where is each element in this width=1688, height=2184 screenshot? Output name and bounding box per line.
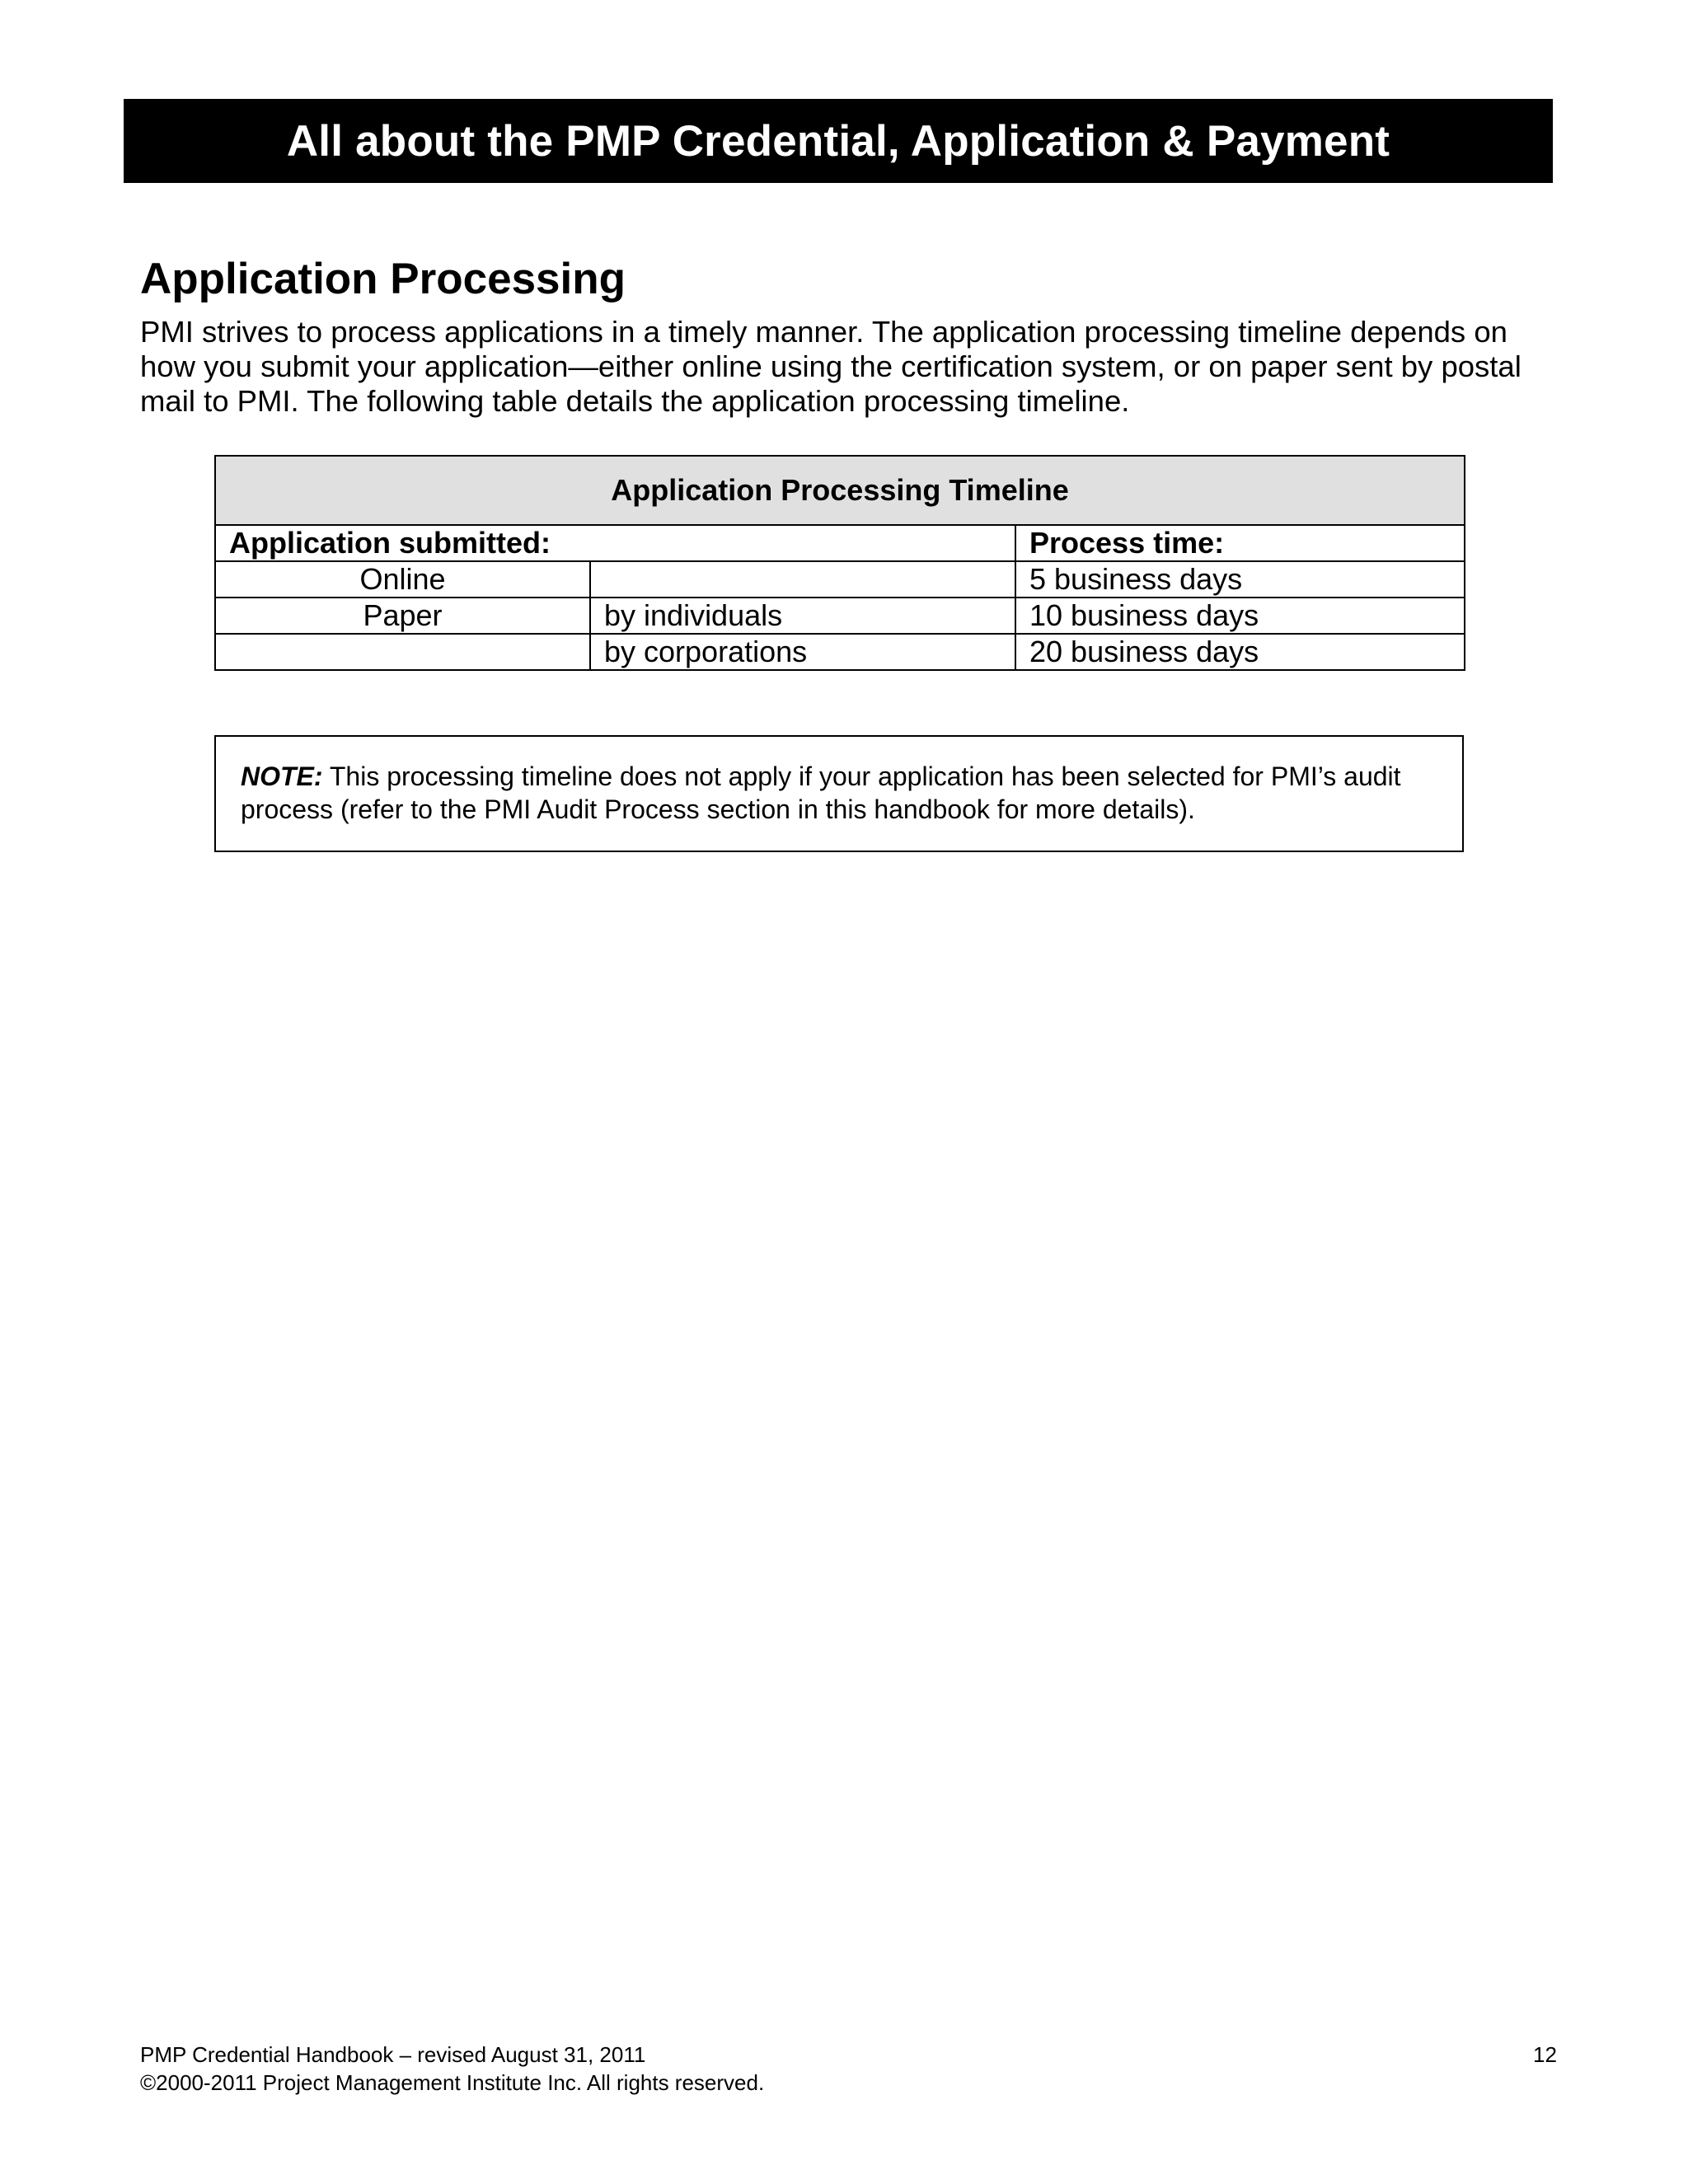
cell-time: 10 business days (1015, 598, 1465, 634)
table-row (215, 634, 1465, 670)
cell-time: 5 business days (1015, 561, 1465, 598)
table-caption: Application Processing Timeline (215, 456, 1465, 525)
table-row (215, 561, 1465, 598)
header-process-time: Process time: (1015, 525, 1465, 561)
section-heading: Application Processing (140, 255, 626, 303)
footer (140, 2041, 764, 2097)
footer-revision: PMP Credential Handbook – revised August 31, 2011 (140, 2042, 646, 2067)
cell-method: Online (215, 561, 590, 598)
cell-time: 20 business days (1015, 634, 1465, 670)
banner-title: All about the PMP Credential, Application & Payment (286, 116, 1390, 166)
note-label: NOTE: (241, 762, 323, 791)
cell-detail (590, 561, 1015, 598)
processing-timeline-table (214, 455, 1465, 671)
intro-paragraph: PMI strives to process applications in a timely manner. The application processing timeline depends on how you submit your application—either online using the certification system, or on paper sent by postal mail to PMI. The following table details the application processing timeline. (140, 315, 1522, 418)
cell-method (215, 634, 590, 670)
page-banner (124, 99, 1553, 183)
cell-detail: by individuals (590, 598, 1015, 634)
table-caption-row (215, 456, 1465, 525)
header-application-submitted: Application submitted: (215, 525, 1015, 561)
note-text: This processing timeline does not apply if your application has been selected for PMI’s audit process (refer to the PMI Audit Process section in this handbook for more details). (241, 762, 1401, 824)
note-box (214, 735, 1464, 852)
footer-copyright: ©2000-2011 Project Management Institute Inc. All rights reserved. (140, 2070, 765, 2095)
page-number: 12 (1533, 2042, 1557, 2067)
cell-detail: by corporations (590, 634, 1015, 670)
table-header-row (215, 525, 1465, 561)
cell-method: Paper (215, 598, 590, 634)
table-row (215, 598, 1465, 634)
